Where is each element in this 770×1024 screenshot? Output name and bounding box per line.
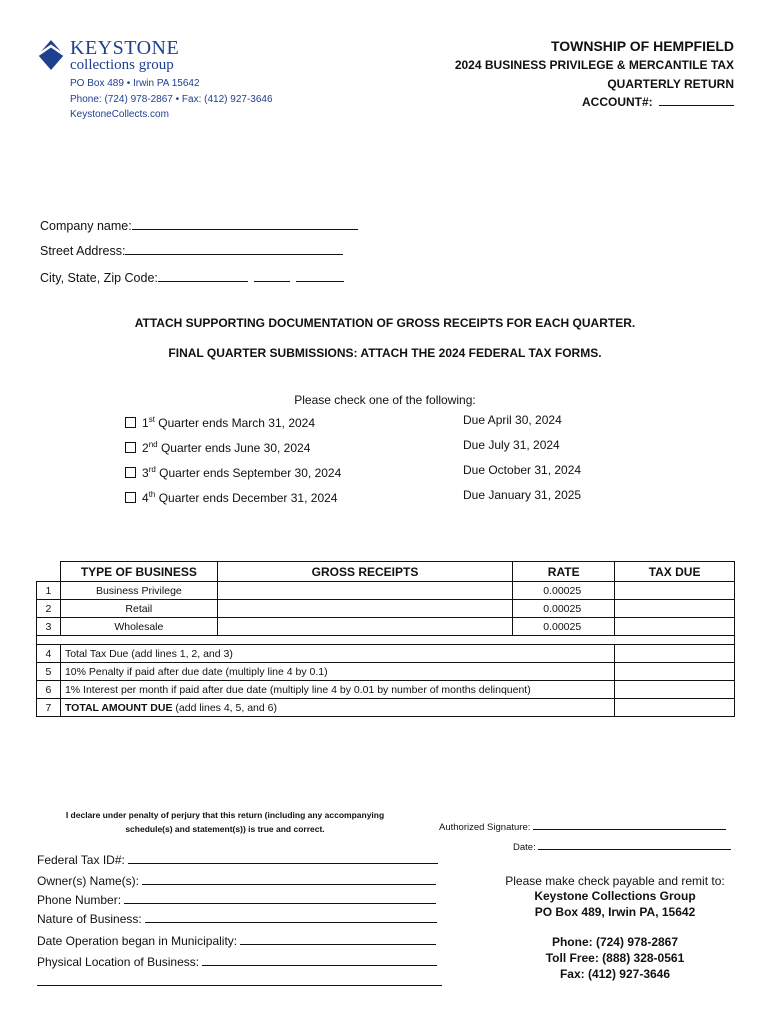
phone-number-input[interactable] [124, 892, 436, 904]
header-gross-receipts: GROSS RECEIPTS [217, 562, 512, 582]
city-state-zip-field [40, 270, 344, 285]
summary-label-text: 1% Interest per month if paid after due date (multiply line 4 by 0.01 by number of months delinquent) [64, 683, 531, 696]
physical-location-input[interactable] [202, 954, 437, 966]
date-input[interactable] [538, 840, 731, 850]
company-name-field [40, 218, 358, 233]
attach-notice: ATTACH SUPPORTING DOCUMENTATION OF GROSS RECEIPTS FOR EACH QUARTER. [134, 316, 636, 330]
gross-receipts-input-3[interactable] [217, 618, 512, 636]
quarter-2-checkbox[interactable] [125, 442, 136, 453]
quarter-2-num: 2 [142, 441, 149, 455]
federal-tax-id-field [37, 852, 438, 867]
summary-label-text: (add lines 4, 5, and 6) [172, 701, 277, 714]
operation-date-input[interactable] [240, 933, 436, 945]
quarter-1-num: 1 [142, 416, 149, 430]
header-type: TYPE OF BUSINESS [60, 562, 217, 582]
remit-address: PO Box 489, Irwin PA, 15642 [534, 905, 696, 919]
summary-label [60, 645, 614, 663]
row-rate: 0.00025 [513, 618, 615, 636]
remit-phone: Phone: (724) 978-2867 [551, 935, 679, 949]
header-phone-fax: Phone: (724) 978-2867 • Fax: (412) 927-3646 [70, 94, 273, 105]
quarter-4-sup: th [148, 490, 156, 499]
quarter-4-label: Quarter ends December 31, 2024 [158, 491, 338, 505]
row-rate: 0.00025 [513, 600, 615, 618]
city-state-zip-label: City, State, Zip Code: [40, 271, 158, 285]
nature-of-business-input[interactable] [145, 911, 437, 923]
quarter-3-sup: rd [148, 465, 156, 474]
total-tax-due-input[interactable] [615, 645, 735, 663]
quarter-option-3[interactable] [125, 465, 341, 480]
quarter-2-label: Quarter ends June 30, 2024 [160, 441, 311, 455]
table-row [37, 582, 735, 600]
keystone-logo-icon [36, 38, 66, 72]
tax-table [36, 561, 735, 717]
brand-name: KEYSTONE [70, 37, 180, 59]
phone-number-label: Phone Number: [37, 893, 122, 907]
remit-intro: Please make check payable and remit to: [505, 874, 725, 888]
row-type: Retail [60, 600, 217, 618]
summary-label [60, 699, 614, 717]
city-input[interactable] [158, 270, 248, 282]
row-rate: 0.00025 [513, 582, 615, 600]
quarter-1-label: Quarter ends March 31, 2024 [158, 416, 316, 430]
quarter-instruction: Please check one of the following: [294, 393, 476, 407]
brand-subtitle: collections group [70, 57, 174, 73]
date-label: Date: [513, 842, 536, 853]
date-field [513, 840, 731, 853]
quarter-1-due: Due April 30, 2024 [463, 413, 562, 427]
table-row [37, 618, 735, 636]
summary-label-text: 10% Penalty if paid after due date (multiply line 4 by 0.1) [64, 665, 328, 678]
owner-names-field [37, 873, 436, 888]
spacer-cell [37, 636, 735, 645]
quarter-option-2[interactable] [125, 440, 310, 455]
street-address-field [40, 243, 343, 258]
quarter-3-checkbox[interactable] [125, 467, 136, 478]
table-header-row [37, 562, 735, 582]
phone-number-field [37, 892, 436, 907]
quarter-1-sup: st [148, 415, 155, 424]
owner-names-label: Owner(s) Name(s): [37, 874, 140, 888]
tax-due-input-2[interactable] [615, 600, 735, 618]
summary-number: 4 [37, 645, 61, 663]
summary-label-bold: TOTAL AMOUNT DUE [64, 701, 173, 714]
account-label: ACCOUNT#: [581, 95, 653, 109]
row-number: 3 [37, 618, 61, 636]
tax-title: 2024 BUSINESS PRIVILEGE & MERCANTILE TAX [454, 58, 734, 72]
quarter-3-due: Due October 31, 2024 [463, 463, 582, 477]
header-website[interactable]: KeystoneCollects.com [70, 109, 169, 120]
gross-receipts-input-2[interactable] [217, 600, 512, 618]
quarter-3-num: 3 [142, 466, 149, 480]
summary-row [37, 645, 735, 663]
summary-label-text: Total Tax Due (add lines 1, 2, and 3) [64, 647, 233, 660]
owner-names-input[interactable] [142, 873, 436, 885]
row-type: Wholesale [60, 618, 217, 636]
street-address-label: Street Address: [40, 244, 126, 258]
summary-row [37, 663, 735, 681]
quarter-option-1[interactable] [125, 415, 315, 430]
state-input[interactable] [254, 270, 290, 282]
summary-label [60, 681, 614, 699]
header-spacer [37, 562, 61, 582]
total-amount-due-input[interactable] [615, 699, 735, 717]
header-address: PO Box 489 • Irwin PA 15642 [70, 78, 200, 89]
table-row [37, 600, 735, 618]
account-field [582, 94, 734, 109]
final-quarter-notice: FINAL QUARTER SUBMISSIONS: ATTACH THE 2024 FEDERAL TAX FORMS. [168, 346, 602, 360]
quarter-2-due: Due July 31, 2024 [463, 438, 560, 452]
federal-tax-id-label: Federal Tax ID#: [37, 853, 125, 867]
quarter-1-checkbox[interactable] [125, 417, 136, 428]
summary-number: 6 [37, 681, 61, 699]
remit-fax: Fax: (412) 927-3646 [559, 967, 671, 981]
quarter-3-label: Quarter ends September 30, 2024 [159, 466, 342, 480]
interest-input[interactable] [615, 681, 735, 699]
remit-toll-free: Toll Free: (888) 328-0561 [545, 951, 685, 965]
federal-tax-id-input[interactable] [128, 852, 438, 864]
summary-row [37, 681, 735, 699]
physical-location-field [37, 954, 437, 969]
gross-receipts-input-1[interactable] [217, 582, 512, 600]
summary-number: 5 [37, 663, 61, 681]
declaration-line-2: schedule(s) and statement(s)) is true and correct. [125, 824, 325, 834]
quarter-option-4[interactable] [125, 490, 337, 505]
operation-date-field [37, 933, 436, 948]
return-type: QUARTERLY RETURN [607, 77, 734, 91]
table-spacer-row [37, 636, 735, 645]
row-number: 1 [37, 582, 61, 600]
physical-location-label: Physical Location of Business: [37, 955, 200, 969]
header-tax-due: TAX DUE [615, 562, 735, 582]
signature-input[interactable] [533, 820, 726, 830]
summary-row [37, 699, 735, 717]
tax-due-input-3[interactable] [615, 618, 735, 636]
company-name-label: Company name: [40, 219, 132, 233]
quarter-4-checkbox[interactable] [125, 492, 136, 503]
account-input[interactable] [659, 94, 734, 106]
operation-date-label: Date Operation began in Municipality: [37, 934, 238, 948]
signature-field [439, 820, 726, 833]
declaration-text [60, 808, 390, 836]
township-title: TOWNSHIP OF HEMPFIELD [550, 38, 734, 54]
summary-number: 7 [37, 699, 61, 717]
quarter-2-sup: nd [148, 440, 158, 449]
summary-label [60, 663, 614, 681]
quarter-4-due: Due January 31, 2025 [463, 488, 582, 502]
row-type: Business Privilege [60, 582, 217, 600]
declaration-line-1: I declare under penalty of perjury that this return (including any accompanying [65, 810, 385, 820]
street-address-input[interactable] [125, 243, 343, 255]
company-name-input[interactable] [132, 218, 358, 230]
tax-due-input-1[interactable] [615, 582, 735, 600]
remit-company: Keystone Collections Group [534, 889, 696, 903]
physical-location-continuation-line[interactable] [37, 985, 442, 986]
header-rate: RATE [513, 562, 615, 582]
zip-input[interactable] [296, 270, 344, 282]
nature-of-business-field [37, 911, 437, 926]
quarter-4-num: 4 [142, 491, 149, 505]
signature-label: Authorized Signature: [439, 822, 531, 833]
penalty-input[interactable] [615, 663, 735, 681]
nature-of-business-label: Nature of Business: [37, 912, 142, 926]
row-number: 2 [37, 600, 61, 618]
